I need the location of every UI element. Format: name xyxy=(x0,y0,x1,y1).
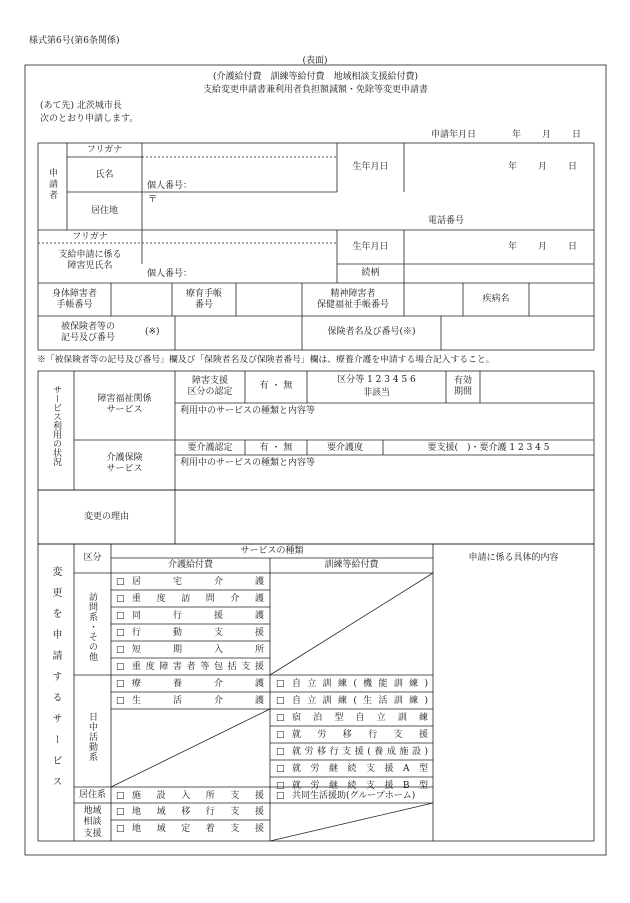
postal-mark: 〒 xyxy=(148,195,158,205)
service-shuro-keizoku-b: 就労継続支援B型 xyxy=(292,781,428,791)
service-shuro-keizoku-a: 就労継続支援A型 xyxy=(292,764,428,774)
child-birth-day: 日 xyxy=(568,242,578,252)
welfare-service-label: 障害福祉関係 サービス xyxy=(97,394,152,416)
service-shuro-iko-yosei: 就労移行支援(養成施設) xyxy=(292,747,428,757)
service-seikatsu-kaigo: 生活介護 xyxy=(132,696,264,706)
phone-label: 電話番号 xyxy=(428,216,465,226)
service-shuro-iko: 就労移行支援 xyxy=(292,730,428,740)
care-yes-no: 有 ・ 無 xyxy=(259,443,293,453)
form-title-line1: (介護給付費 訓練等給付費 地域相談支援給付費) xyxy=(212,72,419,82)
addressee: (あて先) 北茨城市長 xyxy=(40,101,122,111)
applicant-birth-month: 月 xyxy=(538,162,548,172)
services-section-label: 変更を申請するサービス xyxy=(50,566,61,797)
checkbox[interactable]: □ xyxy=(116,577,125,587)
checkbox[interactable]: □ xyxy=(276,791,285,801)
service-tanki-nyusho: 短期入所 xyxy=(132,645,264,655)
support-category-label: 障害支援 区分の認定 xyxy=(187,376,233,398)
services-kubun-label: 区分 xyxy=(83,553,102,563)
applicant-birth-label: 生年月日 xyxy=(352,162,389,172)
insurer-label: 保険者名及び番号(※) xyxy=(327,327,416,337)
support-yes-no: 有 ・ 無 xyxy=(259,381,293,391)
service-judo-homon-kaigo: 重度訪問介護 xyxy=(132,594,264,604)
kyoju-category-label: 居住系 xyxy=(78,790,106,800)
kunren-kyufu-header: 訓練等給付費 xyxy=(324,560,379,570)
service-kodo-shien: 行動支援 xyxy=(132,628,264,638)
care-certification-label: 要介護認定 xyxy=(187,443,233,453)
service-chiiki-iko: 地域移行支援 xyxy=(132,807,264,817)
care-levels: 要支援( )・要介護 1 2 3 4 5 xyxy=(427,443,550,453)
checkbox[interactable]: □ xyxy=(276,679,285,689)
checkbox[interactable]: □ xyxy=(116,679,125,689)
insured-note-mark: (※) xyxy=(145,327,160,337)
applicant-birth-day: 日 xyxy=(568,162,578,172)
checkbox[interactable]: □ xyxy=(116,807,125,817)
physical-handbook-label: 身体障害者 手帳番号 xyxy=(51,289,97,311)
valid-period-label: 有効 期間 xyxy=(453,376,472,398)
child-kojin-label: 個人番号： xyxy=(147,269,193,279)
chiiki-category-label: 地域 相談 支援 xyxy=(83,806,102,839)
child-birth-year: 年 xyxy=(508,242,518,252)
service-jiritsu-kino: 自立訓練(機能訓練) xyxy=(292,679,428,689)
checkbox[interactable]: □ xyxy=(276,781,285,791)
service-group-home: 共同生活援助(グループホーム) xyxy=(292,791,416,801)
welfare-in-use-label: 利用中のサービスの種類と内容等 xyxy=(180,406,316,416)
usage-section-label: サービス利用の状況 xyxy=(51,385,61,466)
child-birth-label: 生年月日 xyxy=(352,242,389,252)
checkbox[interactable]: □ xyxy=(276,713,285,723)
child-name-label: 支給申請に係る 障害児氏名 xyxy=(58,250,122,272)
child-birth-month: 月 xyxy=(538,242,548,252)
application-date-label: 申請年月日 xyxy=(431,130,477,140)
applicant-section-label: 申請者 xyxy=(47,168,57,201)
checkbox[interactable]: □ xyxy=(276,696,285,706)
intro-text: 次のとおり申請します。 xyxy=(40,114,139,124)
date-unit-year: 年 xyxy=(512,130,522,140)
checkbox[interactable]: □ xyxy=(116,611,125,621)
support-higaito: 非該当 xyxy=(362,388,390,398)
applicant-birth-year: 年 xyxy=(508,162,518,172)
insured-number-label: 被保険者等の 記号及び番号 xyxy=(60,322,115,344)
applicant-address-label: 居住地 xyxy=(90,206,118,216)
care-level-label: 要介護度 xyxy=(326,443,363,453)
checkbox[interactable]: □ xyxy=(276,730,285,740)
service-judo-hokatsu: 重度障害者等包括支援 xyxy=(132,662,264,672)
service-kind-label: サービスの種類 xyxy=(240,546,304,556)
change-reason-label: 変更の理由 xyxy=(83,512,129,522)
homon-category-label: 訪問系・その他 xyxy=(87,592,97,662)
form-title-line2: 支給変更申請書兼利用者負担額減額・免除等変更申請書 xyxy=(202,85,428,95)
service-shukuhaku-jiritsu: 宿泊型自立訓練 xyxy=(292,713,428,723)
nicchu-category-label: 日中活動系 xyxy=(87,712,97,762)
checkbox[interactable]: □ xyxy=(116,824,125,834)
checkbox[interactable]: □ xyxy=(116,594,125,604)
date-unit-day: 日 xyxy=(572,130,582,140)
side-label: (表面) xyxy=(302,56,328,66)
kaigo-kyufu-header: 介護給付費 xyxy=(167,560,213,570)
checkbox[interactable]: □ xyxy=(116,645,125,655)
child-furigana-label: フリガナ xyxy=(72,232,108,242)
specific-content-header: 申請に係る具体的内容 xyxy=(468,553,559,563)
checkbox[interactable]: □ xyxy=(276,764,285,774)
form-number: 様式第6号(第6条関係) xyxy=(29,36,120,46)
service-chiiki-teichaku: 地域定着支援 xyxy=(132,824,264,834)
applicant-name-label: 氏名 xyxy=(95,170,114,180)
support-kubun-levels: 区分等 1 2 3 4 5 6 xyxy=(337,375,416,385)
service-kyotaku-kaigo: 居宅介護 xyxy=(132,577,264,587)
service-doko-engo: 同行援護 xyxy=(132,611,264,621)
date-unit-month: 月 xyxy=(542,130,552,140)
service-ryoyo-kaigo: 療養介護 xyxy=(132,679,264,689)
service-shisetsu-nyusho: 施設入所支援 xyxy=(132,791,264,801)
service-jiritsu-seikatsu: 自立訓練(生活訓練) xyxy=(292,696,428,706)
ryoiku-handbook-label: 療育手帳 番号 xyxy=(185,289,222,311)
checkbox[interactable]: □ xyxy=(116,628,125,638)
relation-label: 続柄 xyxy=(361,268,380,278)
applicant-kojin-label: 個人番号： xyxy=(147,181,193,191)
checkbox[interactable]: □ xyxy=(116,662,125,672)
note-text: ※「被保険者等の記号及び番号」欄及び「保険者名及び保険者番号」欄は、療養介護を申請する場合記入すること。 xyxy=(37,355,495,365)
checkbox[interactable]: □ xyxy=(116,791,125,801)
kaigo-in-use-label: 利用中のサービスの種類と内容等 xyxy=(180,458,316,468)
checkbox[interactable]: □ xyxy=(276,747,285,757)
checkbox[interactable]: □ xyxy=(116,696,125,706)
kaigo-service-label: 介護保険 サービス xyxy=(106,453,143,475)
disease-label: 疾病名 xyxy=(482,294,510,304)
mental-handbook-label: 精神障害者 保健福祉手帳番号 xyxy=(316,289,389,311)
applicant-furigana-label: フリガナ xyxy=(86,145,123,155)
